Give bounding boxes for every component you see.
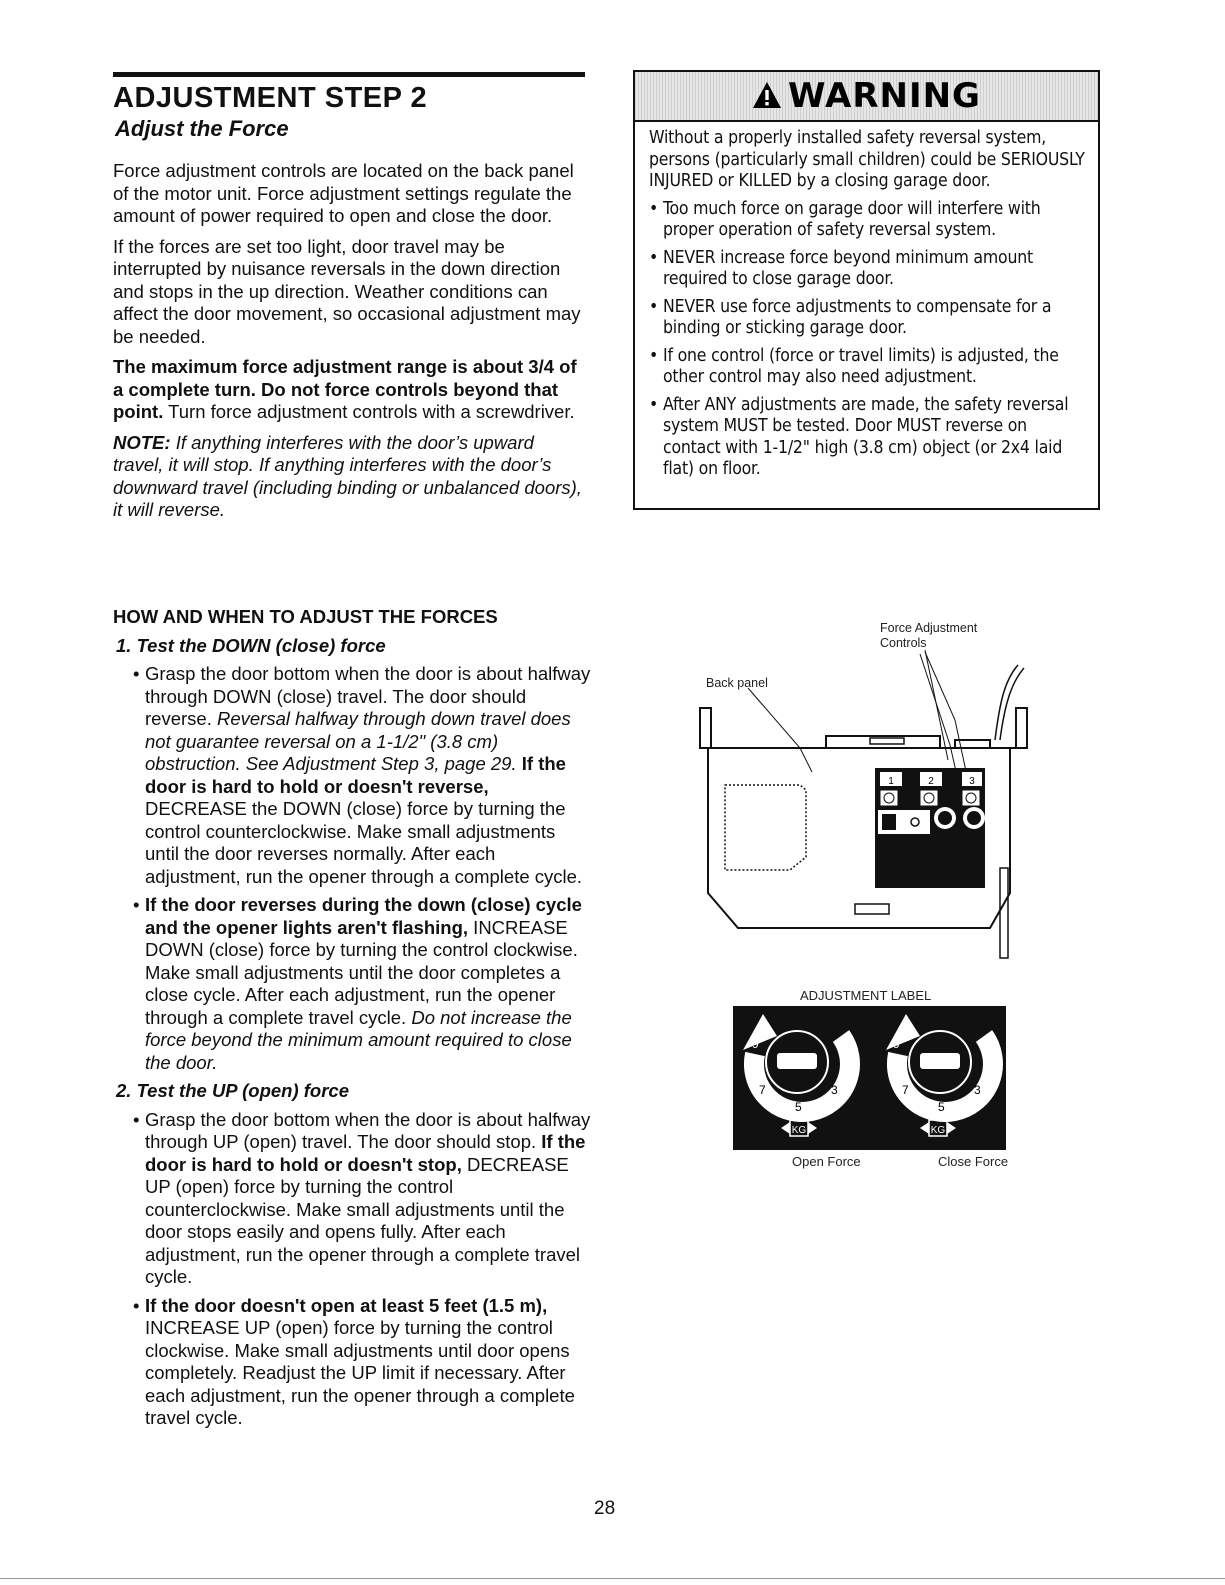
bottom-rule (0, 1578, 1225, 1579)
open-force-kg: KG (791, 1125, 807, 1136)
warning-body (635, 122, 1098, 481)
screwdriver-instruction: Turn force adjustment controls with a screwdriver. (163, 401, 575, 422)
note-paragraph (113, 432, 583, 522)
dial-number: 5 (795, 1100, 802, 1114)
dial-number: 7 (902, 1083, 909, 1097)
max-force-statement: The maximum force adjustment range is about 3/4 of a complete turn. Do not force controls beyond that point. (113, 356, 577, 422)
down-bullet-2-italic: Do not increase the force beyond the minimum amount required to close the door. (145, 1006, 572, 1073)
intro-paragraph-1: Force adjustment controls are located on the back panel of the motor unit. Force adjustment settings regulate the amount of power required to open and close the door. (113, 160, 574, 226)
warning-bullet: • NEVER use force adjustments to compensate for a binding or sticking garage door. (649, 296, 1052, 338)
force-controls-label-2: Controls (880, 636, 927, 650)
test-down-heading: 1. Test the DOWN (close) force (116, 634, 386, 656)
dial-number: 5 (938, 1100, 945, 1114)
panel-number: 1 (888, 776, 894, 787)
test-up-heading: 2. Test the UP (open) force (116, 1080, 349, 1101)
warning-bullet-text: Too much force on garage door will interfere with proper operation of safety reversal system. (663, 198, 1041, 240)
warning-bullet: • After ANY adjustments are made, the safety reversal system MUST be tested. Door MUST reverse on contact with 1-1/2" high (3.8 cm) object (or 2x4 laid flat) on floor. (649, 394, 1069, 479)
down-bullet-1-text: Grasp the door bottom when the door is about halfway through DOWN (close) travel. The door should reverse. (145, 663, 591, 729)
warning-box (633, 70, 1100, 510)
intro-text (113, 160, 583, 530)
warning-intro: Without a properly installed safety reversal system, persons (particularly small children) could be SERIOUSLY INJURED or KILLED by a closing garage door. (649, 128, 1085, 191)
section-rule (113, 72, 585, 77)
down-bullet-2: • If the door reverses during the down (close) cycle and the opener lights aren't flashing, INCREASE DOWN (close) force by turning the control clockwise. Make small adjustments until the door completes a close cycle. After each adjustment, run the opener through a complete travel cycle. Do not increase the force beyond the minimum amount required to close the door. (133, 894, 582, 1073)
warning-title: WARNING (788, 76, 981, 116)
dial-number: 1 (838, 1037, 845, 1051)
down-bullet-1-rest: DECREASE the DOWN (close) force by turning the control counterclockwise. Make small adjustments until the door reverses normally. After each adjustment, run the opener through a complete cycle. (145, 798, 583, 887)
up-bullet-1: • Grasp the door bottom when the door is about halfway through UP (open) travel. The door should stop. If the door is hard to hold or doesn't stop, DECREASE UP (open) force by turning the control counterclockwise. Make small adjustments until the door stops easily and opens fully. After each adjustment, run the opener through a complete travel cycle. (133, 1108, 591, 1287)
how-when-heading: HOW AND WHEN TO ADJUST THE FORCES (113, 606, 498, 627)
intro-paragraph-3 (113, 356, 583, 424)
warning-bullet-text: If one control (force or travel limits) is adjusted, the other control may also need adjustment. (663, 345, 1059, 387)
close-force-kg: KG (930, 1125, 946, 1136)
up-bullet-1-text: Grasp the door bottom when the door is about halfway through UP (open) travel. The door should stop. (145, 1108, 591, 1152)
up-bullet-2: • If the door doesn't open at least 5 feet (1.5 m), INCREASE UP (open) force by turning the control clockwise. Make small adjustments until door opens completely. Readjust the UP limit if necessary. After each adjustment, run the opener through a complete travel cycle. (133, 1294, 575, 1428)
up-bullet-2-bold: If the door doesn't open at least 5 feet (1.5 m), (145, 1294, 548, 1316)
motor-unit-diagram (690, 640, 1030, 970)
adjustment-label-title: ADJUSTMENT LABEL (800, 988, 932, 1003)
warning-header (635, 72, 1098, 122)
up-bullet-2-text: INCREASE UP (open) force by turning the control clockwise. Make small adjustments until door opens completely. Readjust the UP limit if necessary. After each adjustment, run the opener through a complete travel cycle. (145, 1317, 575, 1428)
up-bullet-1-bold: If the door is hard to hold or doesn't stop, (145, 1131, 586, 1175)
down-bullet-1: • Grasp the door bottom when the door is about halfway through DOWN (close) travel. The door should reverse. Reversal halfway through down travel does not guarantee reversal on a 1-1/2" (3.8 cm) obstruction. See Adjustment Step 3, page 29. If the door is hard to hold or doesn't reverse, DECREASE the DOWN (close) force by turning the control counterclockwise. Make small adjustments until the door reverses normally. After each adjustment, run the opener through a complete cycle. (133, 663, 591, 887)
warning-bullet-text: After ANY adjustments are made, the safety reversal system MUST be tested. Door MUST reverse on contact with 1-1/2" high (3.8 cm) object (or 2x4 laid flat) on floor. (663, 394, 1069, 479)
warning-bullet-text: NEVER increase force beyond minimum amount required to close garage door. (663, 247, 1033, 289)
note-text: If anything interferes with the door’s upward travel, it will stop. If anything interferes with the door’s downward travel (including binding or unbalanced doors), it will reverse. (113, 431, 582, 520)
down-bullet-1-bold: If the door is hard to hold or doesn't reverse, (145, 753, 566, 797)
dial-number: 9 (893, 1037, 900, 1051)
how-when-section (113, 606, 593, 1436)
close-force-label: Close Force (938, 1154, 1009, 1169)
warning-bullet-text: NEVER use force adjustments to compensate for a binding or sticking garage door. (663, 296, 1052, 338)
panel-number: 2 (928, 776, 934, 787)
force-controls-label-1: Force Adjustment (880, 621, 978, 635)
note-label: NOTE: (113, 431, 171, 453)
intro-paragraph-2: If the forces are set too light, door travel may be interrupted by nuisance reversals in the down direction and stops in the up direction. Weather conditions can affect the door movement, so occasional adjustment may be needed. (113, 235, 581, 347)
warning-bullet: • If one control (force or travel limits) is adjusted, the other control may also need adjustment. (649, 345, 1059, 387)
warning-triangle-icon (752, 81, 782, 109)
down-bullet-2-bold: If the door reverses during the down (close) cycle and the opener lights aren't flashing, (145, 894, 582, 938)
back-panel-label: Back panel (706, 676, 768, 690)
warning-bullet: • Too much force on garage door will interfere with proper operation of safety reversal system. (649, 198, 1041, 240)
adjustment-label-diagram (733, 1006, 1006, 1150)
dial-number: 1 (981, 1037, 988, 1051)
step-subtitle: Adjust the Force (115, 116, 289, 141)
down-bullet-2-text: INCREASE DOWN (close) force by turning the control clockwise. Make small adjustments until the door completes a close cycle. After each adjustment, run the opener through a complete travel cycle. (145, 916, 578, 1028)
up-bullet-1-rest: DECREASE UP (open) force by turning the control counterclockwise. Make small adjustments until the door stops easily and opens fully. After each adjustment, run the opener through a complete travel cycle. (145, 1153, 581, 1287)
dial-number: 3 (974, 1083, 981, 1097)
open-force-label: Open Force (792, 1154, 861, 1169)
dial-number: 3 (831, 1083, 838, 1097)
page-number: 28 (594, 1498, 616, 1519)
dial-number: 9 (752, 1037, 759, 1051)
down-bullet-1-italic: Reversal halfway through down travel does not guarantee reversal on a 1-1/2" (3.8 cm) obstruction. See Adjustment Step 3, page 29. (145, 708, 571, 774)
step-title: ADJUSTMENT STEP 2 (113, 82, 428, 114)
panel-number: 3 (969, 776, 975, 787)
dial-number: 7 (759, 1083, 766, 1097)
warning-bullet: • NEVER increase force beyond minimum amount required to close garage door. (649, 247, 1033, 289)
